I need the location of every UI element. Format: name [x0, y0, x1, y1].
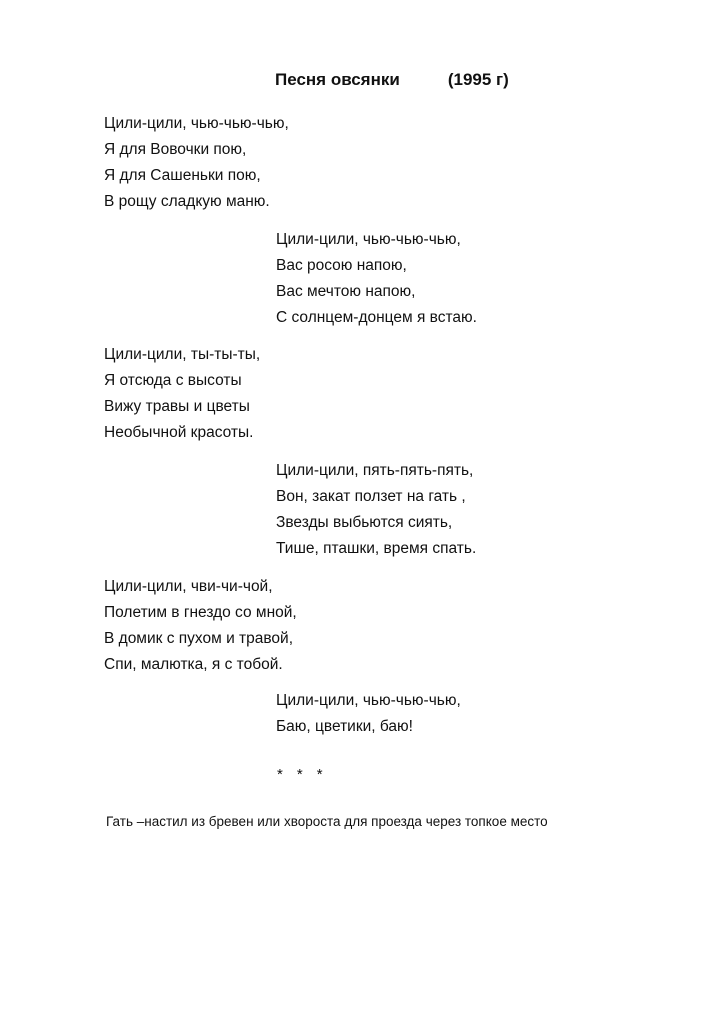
stanza-line: Я для Сашеньки пою, — [104, 167, 261, 184]
stanza-line: Звезды выбьются сиять, — [276, 514, 453, 531]
stanza-line: Цили-цили, чью-чью-чью, — [104, 115, 289, 132]
stanza-line: В рощу сладкую маню. — [104, 193, 270, 210]
stanza-line: Спи, малютка, я с тобой. — [104, 656, 283, 673]
stanza-6 — [276, 688, 461, 740]
stanza-4 — [276, 458, 476, 562]
stanza-line: В домик с пухом и травой, — [104, 630, 294, 647]
stanza-line: Цили-цили, ты-ты-ты, — [104, 346, 261, 363]
stanza-line: Тише, пташки, время спать. — [276, 540, 477, 557]
separator-asterisk: * — [277, 766, 283, 783]
stanza-line: Баю, цветики, баю! — [276, 718, 413, 735]
stanza-line: Цили-цили, чви-чи-чой, — [104, 578, 273, 595]
stanza-5 — [104, 574, 297, 678]
poem-year: (1995 г) — [447, 70, 509, 89]
stanza-line: Полетим в гнездо со мной, — [104, 604, 297, 621]
stanza-3 — [104, 342, 260, 446]
stanza-line: С солнцем-донцем я встаю. — [276, 309, 477, 326]
stanza-line: Цили-цили, чью-чью-чью, — [276, 231, 461, 248]
poem-title — [275, 70, 509, 90]
footnote: Гать –настил из бревен или хвороста для проезда через топкое место — [106, 814, 548, 829]
poem-title-text: Песня овсянки — [275, 70, 400, 89]
separator-asterisk: * — [296, 766, 303, 783]
stanza-line: Вас мечтою напою, — [276, 283, 416, 300]
stanza-line: Вон, закат ползет на гать , — [276, 488, 466, 505]
stanza-line: Я для Вовочки пою, — [104, 141, 247, 158]
stanza-line: Я отсюда с высоты — [104, 372, 242, 389]
separator-asterisk: * — [316, 766, 323, 783]
stanza-line: Цили-цили, чью-чью-чью, — [276, 692, 461, 709]
stanza-1 — [104, 111, 289, 215]
stanza-line: Вас росою напою, — [276, 257, 407, 274]
stanza-line: Вижу травы и цветы — [104, 398, 250, 415]
stanza-separator — [277, 766, 337, 783]
stanza-2 — [276, 227, 477, 331]
stanza-line: Цили-цили, пять-пять-пять, — [276, 462, 474, 479]
stanza-line: Необычной красоты. — [104, 424, 254, 441]
